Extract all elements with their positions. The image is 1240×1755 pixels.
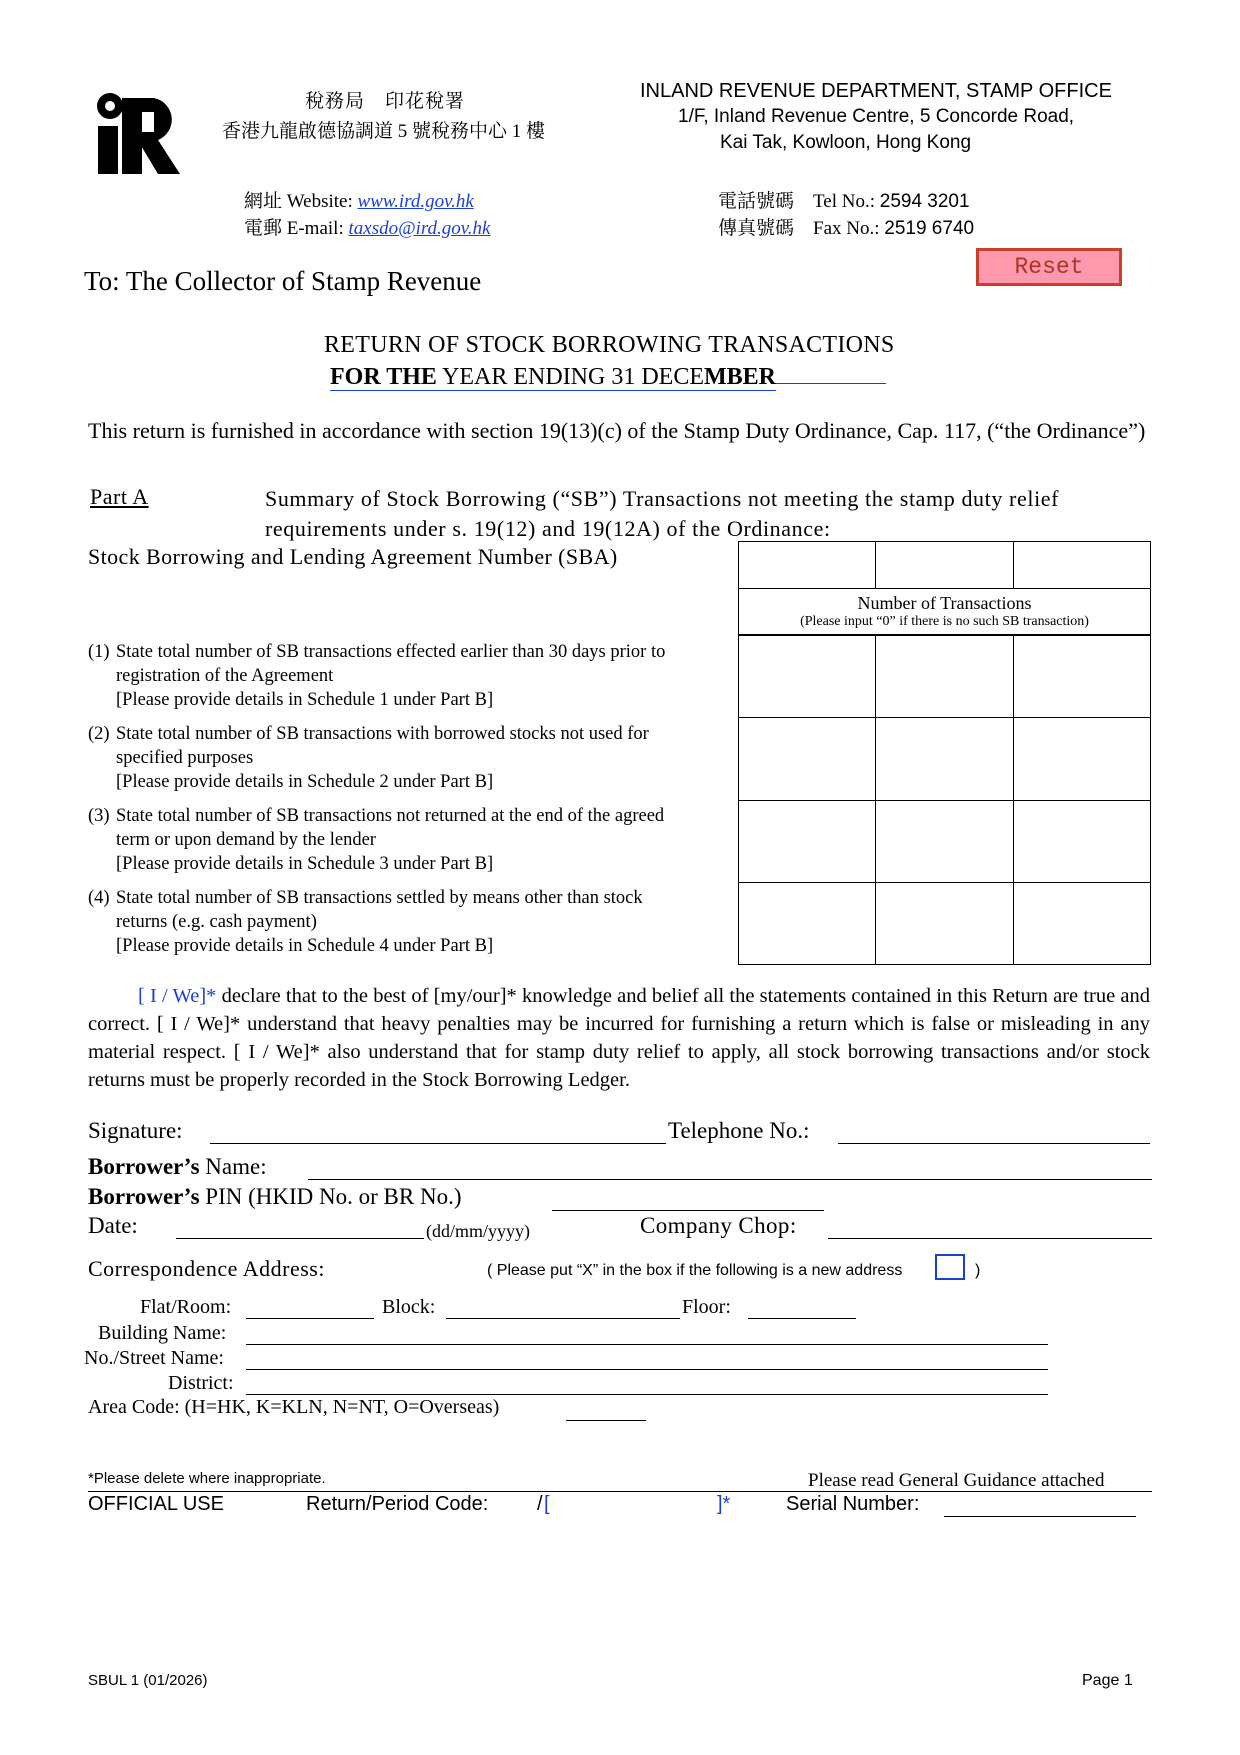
item-line-3: [Please provide details in Schedule 4 under Part B] <box>116 936 494 956</box>
website-link[interactable]: www.ird.gov.hk <box>357 191 474 212</box>
item-line-1: State total number of SB transactions not returned at the end of the agreed <box>116 806 665 826</box>
tx-cell-4-1[interactable] <box>739 882 876 964</box>
tx-cell-2-3[interactable] <box>1013 718 1150 800</box>
company-chop-label: Company Chop: <box>640 1213 797 1238</box>
signature-label: Signature: <box>88 1118 183 1143</box>
sba-cell-2[interactable] <box>876 542 1013 589</box>
footer-divider <box>88 1491 1152 1492</box>
item-line-3: [Please provide details in Schedule 3 under Part B] <box>116 854 494 874</box>
guidance-note: Please read General Guidance attached <box>808 1470 1105 1491</box>
serial-number-label: Serial Number: <box>786 1493 920 1515</box>
item-line-3: [Please provide details in Schedule 1 under Part B] <box>116 690 494 710</box>
fax-value: 2519 6740 <box>884 218 975 239</box>
page-number: Page 1 <box>1082 1672 1133 1689</box>
signature-field[interactable] <box>210 1121 666 1144</box>
return-period-bracket-close[interactable]: ]* <box>717 1493 731 1515</box>
item-line-2: returns (e.g. cash payment) <box>116 912 317 932</box>
sba-cell-1[interactable] <box>739 542 876 589</box>
tel-value: 2594 3201 <box>879 191 970 212</box>
telephone-label: Telephone No.: <box>668 1118 810 1143</box>
tel-row <box>718 186 970 213</box>
transactions-header-note: (Please input “0” if there is no such SB transaction) <box>800 614 1089 629</box>
list-item <box>88 804 728 876</box>
borrower-name-bold: Borrower’s <box>88 1154 200 1179</box>
flat-field[interactable] <box>246 1298 374 1319</box>
item-line-1: State total number of SB transactions with borrowed stocks not used for <box>116 724 649 744</box>
part-a-description: Summary of Stock Borrowing (“SB”) Transactions not meeting the stamp duty relief requirements under s. 19(12) and 19(12A) of the Ordinance: <box>265 486 1060 541</box>
borrower-name-label <box>88 1154 267 1180</box>
website-row <box>244 186 474 213</box>
item-number: (4) <box>88 888 110 908</box>
company-chop-field[interactable] <box>828 1216 1152 1239</box>
tx-cell-1-3[interactable] <box>1013 636 1150 718</box>
transactions-grid <box>738 635 1151 965</box>
intro-paragraph: This return is furnished in accordance with section 19(13)(c) of the Stamp Duty Ordinance, Cap. 117, (“the Ordinance”) <box>88 418 1146 443</box>
item-line-2: registration of the Agreement <box>116 666 334 686</box>
borrower-name-text: Name: <box>199 1154 267 1179</box>
return-period-slash: / <box>537 1493 543 1515</box>
dept-name-en: INLAND REVENUE DEPARTMENT, STAMP OFFICE <box>640 80 1112 102</box>
street-label: No./Street Name: <box>84 1347 224 1369</box>
sba-number-grid <box>738 541 1151 589</box>
block-label: Block: <box>382 1296 436 1318</box>
area-code-field[interactable] <box>566 1400 646 1421</box>
serial-number-field[interactable] <box>944 1494 1136 1517</box>
tx-cell-2-2[interactable] <box>876 718 1013 800</box>
date-field[interactable] <box>176 1216 424 1239</box>
sba-label: Stock Borrowing and Lending Agreement Number (SBA) <box>88 544 618 569</box>
declaration-text: declare that to the best of [my/our]* knowledge and belief all the statements contained in this Return are true and correct. [ I / We]* understand that heavy penalties may be incurred for furnishing a return which is false or misleading in any material respect. [ I / We]* also understand that for stamp duty relief to apply, all stock borrowing transactions and/or stock returns must be properly recorded in the Stock Borrowing Ledger. <box>88 985 1150 1091</box>
tx-cell-1-2[interactable] <box>876 636 1013 718</box>
block-field[interactable] <box>446 1298 680 1319</box>
floor-field[interactable] <box>748 1298 856 1319</box>
iwe-selector[interactable]: [ I / We]* <box>138 985 217 1007</box>
form-code: SBUL 1 (01/2026) <box>88 1672 208 1689</box>
correspondence-address-label: Correspondence Address: <box>88 1256 325 1281</box>
borrower-pin-field[interactable] <box>552 1188 824 1211</box>
borrower-name-field[interactable] <box>308 1157 1152 1180</box>
transactions-header-title: Number of Transactions <box>857 593 1032 613</box>
item-number: (1) <box>88 642 110 662</box>
item-number: (2) <box>88 724 110 744</box>
return-period-label: Return/Period Code: <box>306 1493 489 1515</box>
address-en-line-2: Kai Tak, Kowloon, Hong Kong <box>720 132 972 153</box>
floor-label: Floor: <box>682 1296 731 1318</box>
building-label: Building Name: <box>98 1322 227 1344</box>
reset-button[interactable]: Reset <box>976 248 1122 286</box>
tel-label: 電話號碼 Tel No.: <box>718 191 880 212</box>
tx-cell-3-1[interactable] <box>739 800 876 882</box>
subtitle-middle: YEAR ENDING 31 DECE <box>436 364 705 390</box>
official-use-label: OFFICIAL USE <box>88 1493 224 1515</box>
item-line-2: specified purposes <box>116 748 254 768</box>
email-row <box>244 213 491 240</box>
borrower-pin-label <box>88 1184 461 1210</box>
borrower-pin-bold: Borrower’s <box>88 1184 200 1209</box>
transactions-header <box>738 589 1151 635</box>
list-item <box>88 640 728 712</box>
year-field[interactable] <box>776 365 886 384</box>
list-item <box>88 722 728 794</box>
email-link[interactable]: taxsdo@ird.gov.hk <box>348 218 491 239</box>
item-number: (3) <box>88 806 110 826</box>
delete-note: *Please delete where inappropriate. <box>88 1470 326 1487</box>
return-period-bracket-open: [ <box>544 1493 550 1515</box>
fax-label: 傳真號碼 Fax No.: <box>718 218 885 239</box>
part-a-label: Part A <box>90 484 149 509</box>
item-line-3: [Please provide details in Schedule 2 under Part B] <box>116 772 494 792</box>
subtitle-bold-1: FOR THE <box>330 364 437 390</box>
borrower-pin-text: PIN (HKID No. or BR No.) <box>199 1184 462 1209</box>
item-line-1: State total number of SB transactions settled by means other than stock <box>116 888 643 908</box>
subtitle-bold-2: MBER <box>704 364 777 390</box>
date-format-hint: (dd/mm/yyyy) <box>426 1221 530 1241</box>
ird-logo <box>96 92 180 176</box>
addressee: To: The Collector of Stamp Revenue <box>84 266 482 296</box>
tx-cell-4-3[interactable] <box>1013 882 1150 964</box>
tx-cell-3-2[interactable] <box>876 800 1013 882</box>
street-field[interactable] <box>246 1349 1048 1370</box>
telephone-field[interactable] <box>838 1121 1150 1144</box>
form-subtitle <box>330 364 886 391</box>
address-en-line-1: 1/F, Inland Revenue Centre, 5 Concorde Road, <box>678 106 1075 127</box>
dept-name-cn: 稅務局 印花稅署 <box>305 91 466 112</box>
tx-cell-3-3[interactable] <box>1013 800 1150 882</box>
declaration <box>88 982 1150 1094</box>
form-title: RETURN OF STOCK BORROWING TRANSACTIONS <box>324 332 895 358</box>
fax-row <box>718 213 974 240</box>
new-address-checkbox[interactable] <box>935 1254 965 1280</box>
address-cn: 香港九龍啟德協調道 5 號稅務中心 1 樓 <box>222 121 546 142</box>
district-label: District: <box>168 1372 234 1394</box>
website-label: 網址 Website: <box>244 191 358 212</box>
date-label: Date: <box>88 1213 138 1238</box>
district-field[interactable] <box>246 1374 1048 1395</box>
area-code-label: Area Code: (H=HK, K=KLN, N=NT, O=Overseas) <box>88 1396 500 1418</box>
tx-cell-4-2[interactable] <box>876 882 1013 964</box>
new-address-note: ( Please put “X” in the box if the following is a new address <box>487 1262 903 1279</box>
item-line-2: term or upon demand by the lender <box>116 830 376 850</box>
tx-cell-2-1[interactable] <box>739 718 876 800</box>
email-label: 電郵 E-mail: <box>244 218 349 239</box>
building-field[interactable] <box>246 1324 1048 1345</box>
sba-cell-3[interactable] <box>1013 542 1150 589</box>
list-item <box>88 886 728 958</box>
item-line-1: State total number of SB transactions effected earlier than 30 days prior to <box>116 642 666 662</box>
tx-cell-1-1[interactable] <box>739 636 876 718</box>
new-address-note-close: ) <box>975 1262 981 1279</box>
flat-label: Flat/Room: <box>140 1296 232 1318</box>
